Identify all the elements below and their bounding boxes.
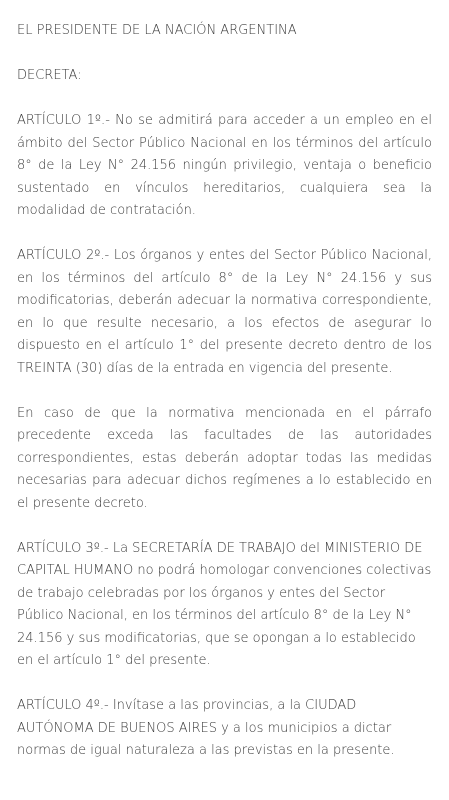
article-2-continuation-paragraph: En caso de que la normativa mencionada en el párrafo precedente exceda las facultades de las autoridades correspondientes, estas deberán adoptar todas las medidas necesarias para adecuar dichos regímenes a lo establecido en el presente decreto.: [17, 405, 432, 511]
decree-heading: EL PRESIDENTE DE LA NACIÓN ARGENTINA: [17, 23, 297, 38]
article-2-paragraph: ARTÍCULO 2º.- Los órganos y entes del Sector Público Nacional, en los términos del artículo 8° de la Ley N° 24.156 y sus modificatorias, deberán adecuar la normativa correspondiente, en lo que resulte necesario, a los efectos de asegurar lo dispuesto en el artículo 1° del presente decreto dentro de los TREINTA (30) días de la entrada en vigencia del presente.: [17, 248, 432, 376]
article-4-paragraph: ARTÍCULO 4º.- Invítase a las provincias, a la CIUDAD AUTÓNOMA DE BUENOS AIRES y a los municipios a dictar normas de igual naturaleza a las previstas en la presente.: [17, 698, 395, 758]
article-3-paragraph: ARTÍCULO 3º.- La SECRETARÍA DE TRABAJO del MINISTERIO DE CAPITAL HUMANO no podrá homologar convenciones colectivas de trabajo celebradas por los órganos y entes del Sector Público Nacional, en los términos del artículo 8° de la Ley N° 24.156 y sus modificatorias, que se opongan a lo establecido en el artículo 1° del presente.: [17, 540, 432, 668]
decreta-label: DECRETA:: [17, 68, 82, 83]
article-1-paragraph: ARTÍCULO 1º.- No se admitirá para acceder a un empleo en el ámbito del Sector Público Nacional en los términos del artículo 8° de la Ley N° 24.156 ningún privilegio, ventaja o beneficio sustentado en vínculos hereditarios, cualquiera sea la modalidad de contratación.: [17, 113, 432, 218]
